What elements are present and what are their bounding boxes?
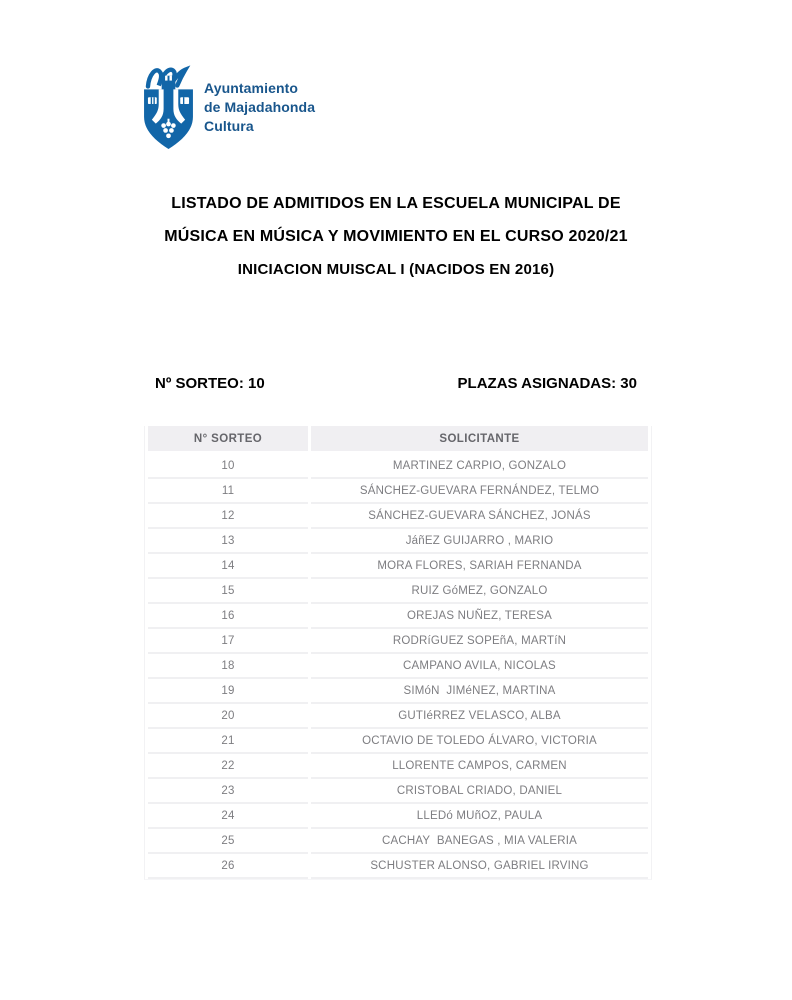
page-subtitle: INICIACION MUISCAL I (NACIDOS EN 2016) [237,261,555,278]
table-row [148,554,648,579]
admitted-table-container [144,426,652,880]
sorteo-cell: 14 [148,554,308,579]
solicitante-cell: SCHUSTER ALONSO, GABRIEL IRVING [311,854,648,879]
table-row [148,479,648,504]
solicitante-cell: RUIZ GóMEZ, GONZALO [311,579,648,604]
sorteo-cell: 15 [148,579,308,604]
table-row [148,579,648,604]
solicitante-cell: LLORENTE CAMPOS, CARMEN [311,754,648,779]
solicitante-cell: CAMPANO AVILA, NICOLAS [311,654,648,679]
admitted-table-header [148,426,648,454]
logo-text-line2: de Majadahonda [204,99,316,115]
solicitante-cell: GUTIéRREZ VELASCO, ALBA [311,704,648,729]
sorteo-cell: 26 [148,854,308,879]
solicitante-cell: SIMóN JIMéNEZ, MARTINA [311,679,648,704]
page-title [0,187,792,253]
solicitante-cell: CRISTOBAL CRIADO, DANIEL [311,779,648,804]
admitted-table [145,426,651,879]
table-row [148,854,648,879]
table-row [148,779,648,804]
sorteo-cell: 10 [148,454,308,479]
sorteo-cell: 19 [148,679,308,704]
sorteo-cell: 21 [148,729,308,754]
solicitante-cell: OREJAS NUÑEZ, TERESA [311,604,648,629]
solicitante-cell: SÁNCHEZ-GUEVARA SÁNCHEZ, JONÁS [311,504,648,529]
meta-row [155,375,637,392]
table-row [148,604,648,629]
solicitante-cell: LLEDó MUñOZ, PAULA [311,804,648,829]
solicitante-cell: MORA FLORES, SARIAH FERNANDA [311,554,648,579]
page-title-line2: MÚSICA EN MÚSICA Y MOVIMIENTO EN EL CURSO 2020/21 [164,228,628,245]
solicitante-cell: OCTAVIO DE TOLEDO ÁLVARO, VICTORIA [311,729,648,754]
sorteo-cell: 25 [148,829,308,854]
table-row [148,454,648,479]
table-row [148,504,648,529]
plazas-asignadas-label: PLAZAS ASIGNADAS: 30 [457,375,637,392]
majadahonda-crest-icon [140,62,197,150]
admitted-table-body [148,454,648,879]
logo-text-line3: Cultura [204,118,254,134]
column-header-solicitante: SOLICITANTE [311,426,648,454]
table-row [148,829,648,854]
solicitante-cell: RODRíGUEZ SOPEñA, MARTíN [311,629,648,654]
table-row [148,804,648,829]
sorteo-cell: 12 [148,504,308,529]
logo-text-line1: Ayuntamiento [204,80,299,96]
table-row [148,529,648,554]
table-row [148,629,648,654]
sorteo-cell: 22 [148,754,308,779]
sorteo-cell: 16 [148,604,308,629]
sorteo-cell: 23 [148,779,308,804]
solicitante-cell: CACHAY BANEGAS , MIA VALERIA [311,829,648,854]
table-row [148,679,648,704]
table-row [148,654,648,679]
sorteo-cell: 20 [148,704,308,729]
page-title-line1: LISTADO DE ADMITIDOS EN LA ESCUELA MUNICIPAL DE [171,195,621,212]
sorteo-number-label: Nº SORTEO: 10 [155,375,265,392]
column-header-sorteo: N° SORTEO [148,426,308,454]
solicitante-cell: SÁNCHEZ-GUEVARA FERNÁNDEZ, TELMO [311,479,648,504]
solicitante-cell: JáñEZ GUIJARRO , MARIO [311,529,648,554]
logo-text [204,79,315,150]
sorteo-cell: 13 [148,529,308,554]
solicitante-cell: MARTINEZ CARPIO, GONZALO [311,454,648,479]
table-row [148,729,648,754]
sorteo-cell: 17 [148,629,308,654]
table-row [148,704,648,729]
logo [140,62,315,150]
sorteo-cell: 18 [148,654,308,679]
sorteo-cell: 11 [148,479,308,504]
sorteo-cell: 24 [148,804,308,829]
table-row [148,754,648,779]
